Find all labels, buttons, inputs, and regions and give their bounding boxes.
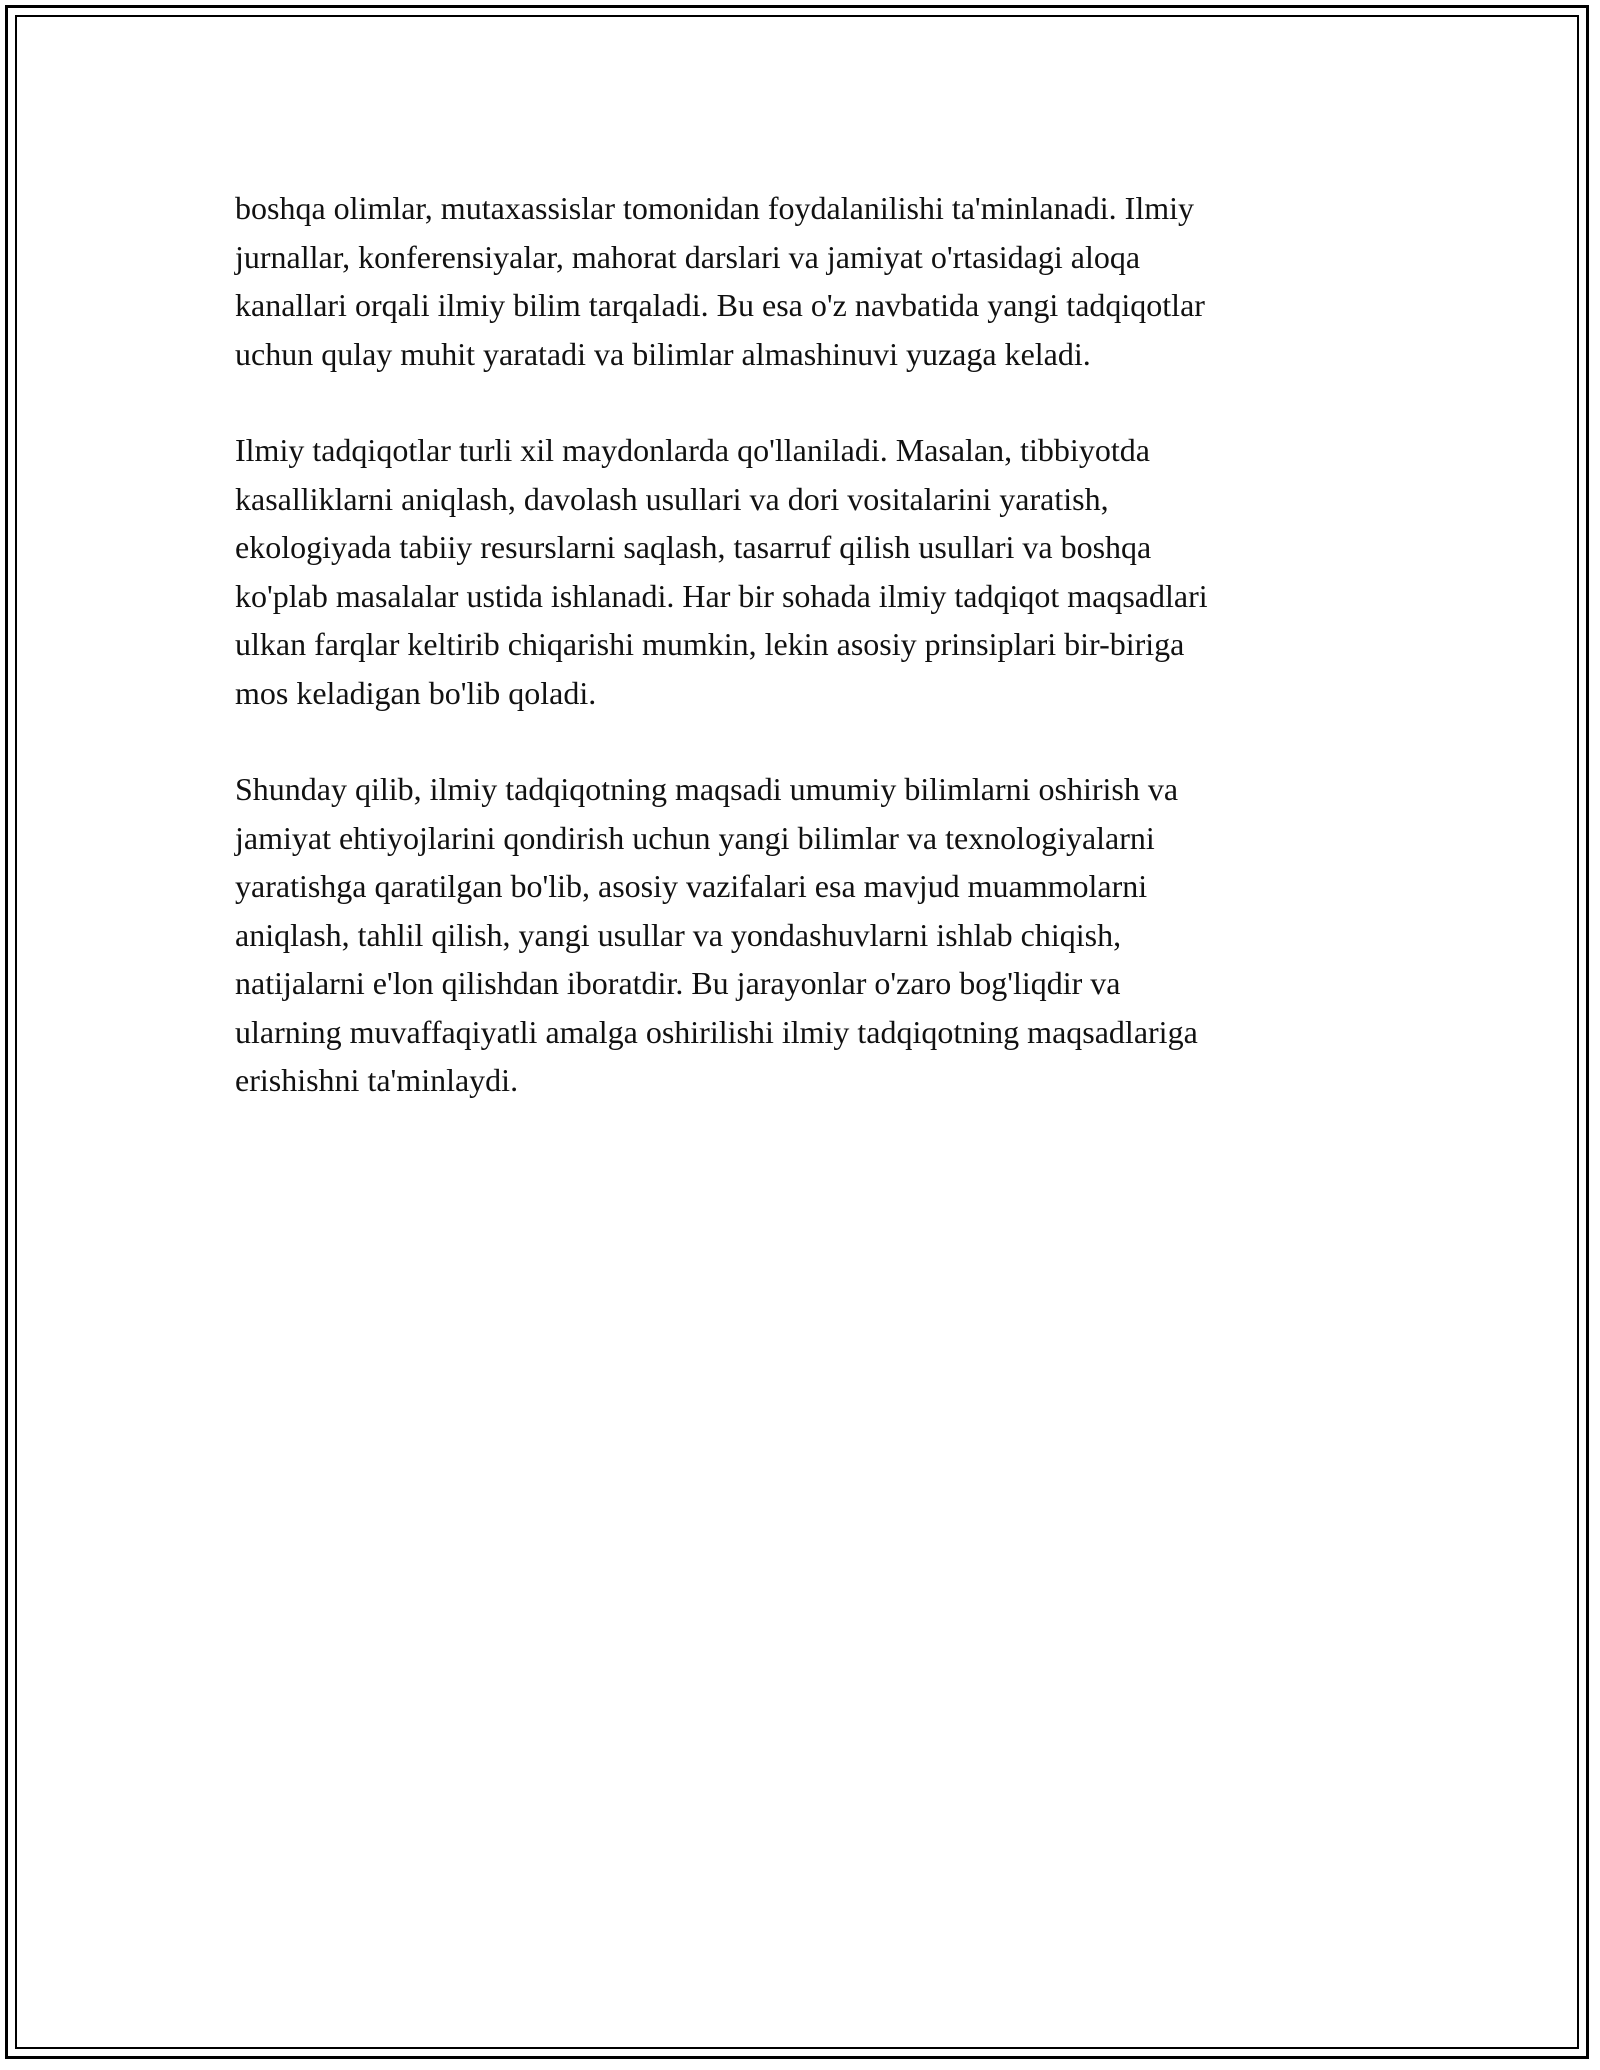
- paragraph-2: Ilmiy tadqiqotlar turli xil maydonlarda qo'llaniladi. Masalan, tibbiyotda kasalliklarni aniqlash, davolash usullari va dori vositalarini yaratish, ekologiyada tabiiy resurslarni saqlash, tasarruf qilish usullari va boshqa ko'plab masalalar ustida ishlanadi. Har bir sohada ilmiy tadqiqot maqsadlari ulkan farqlar keltirib chiqarishi mumkin, lekin asosiy prinsiplari bir-biriga mos keladigan bo'lib qoladi.: [235, 432, 1208, 711]
- paragraph-1: boshqa olimlar, mutaxassislar tomonidan foydalanilishi ta'minlanadi. Ilmiy jurnallar, konferensiyalar, mahorat darslari va jamiyat o'rtasidagi aloqa kanallari orqali ilmiy bilim tarqaladi. Bu esa o'z navbatida yangi tadqiqotlar uchun qulay muhit yaratadi va bilimlar almashinuvi yuzaga keladi.: [235, 190, 1205, 372]
- paragraph-3: Shunday qilib, ilmiy tadqiqotning maqsadi umumiy bilimlarni oshirish va jamiyat ehtiyojlarini qondirish uchun yangi bilimlar va texnologiyalarni yaratishga qaratilgan bo'lib, asosiy vazifalari esa mavjud muammolarni aniqlash, tahlil qilish, yangi usullar va yondashuvlarni ishlab chiqish, natijalarni e'lon qilishdan iboratdir. Bu jarayonlar o'zaro bog'liqdir va ularning muvaffaqiyatli amalga oshirilishi ilmiy tadqiqotning maqsadlariga erishishni ta'minlaydi.: [235, 771, 1198, 1098]
- document-body: [235, 184, 1365, 1153]
